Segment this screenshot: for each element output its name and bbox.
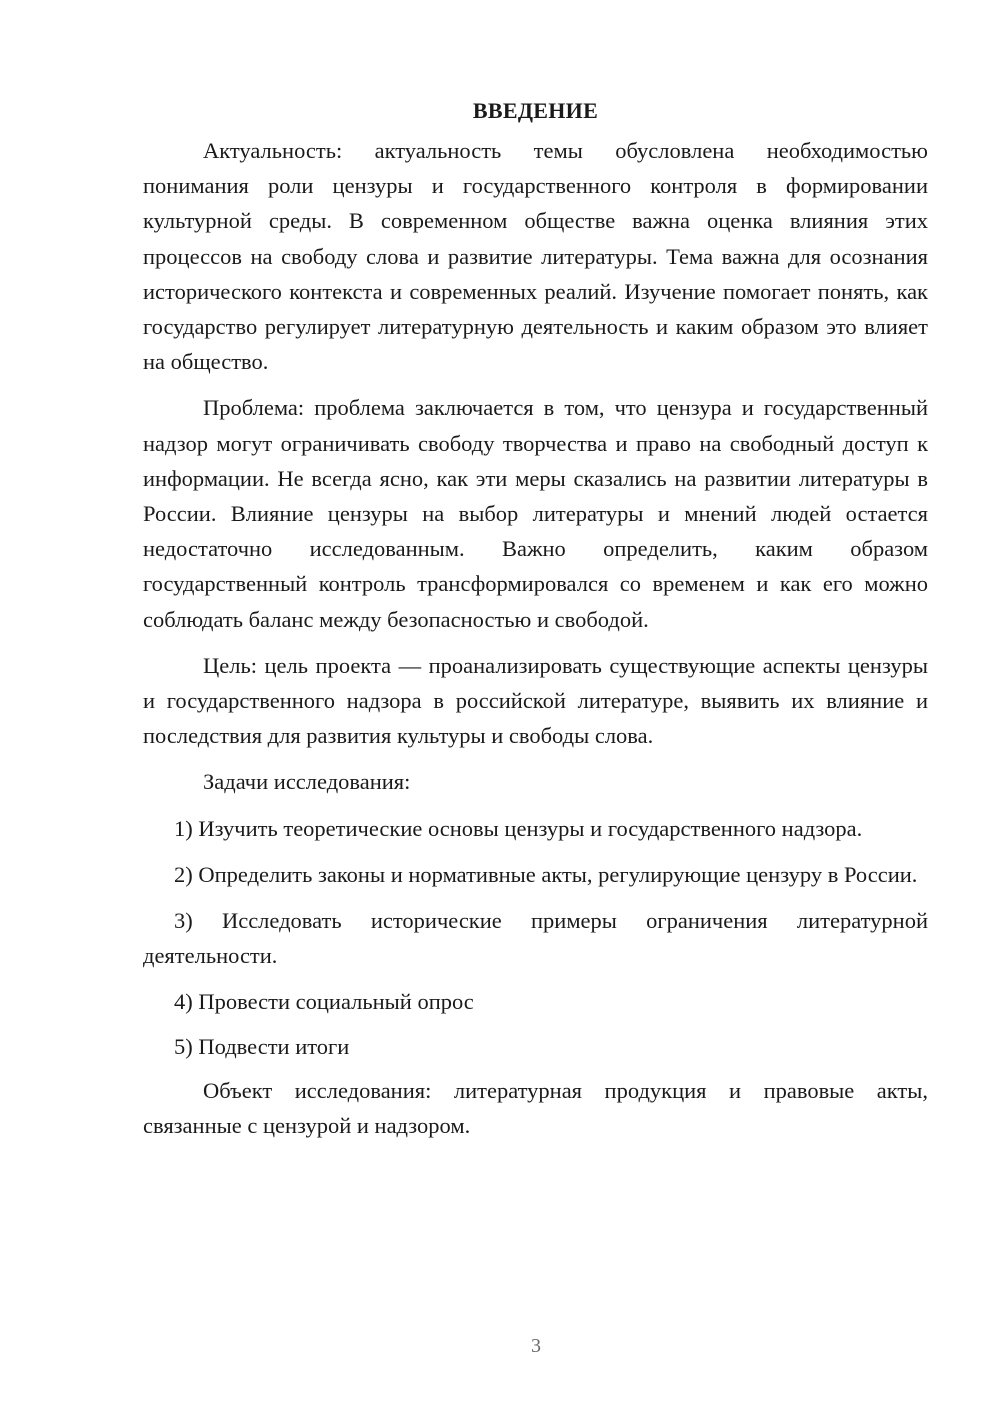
object-paragraph: Объект исследования: литературная продукция и правовые акты, связанные с цензурой и надзором.	[143, 1077, 928, 1139]
goal-paragraph: Цель: цель проекта — проанализировать существующие аспекты цензуры и государственного надзора в российской литературе, выявить их влияние и последствия для развития культуры и свободы слова.	[143, 652, 928, 749]
task-item: 4) Провести социальный опрос	[174, 989, 474, 1015]
task-item: 1) Изучить теоретические основы цензуры и государственного надзора.	[174, 815, 863, 841]
problem-paragraph: Проблема: проблема заключается в том, что цензура и государственный надзор могут ограничивать свободу творчества и право на свободный доступ к информации. Не всегда ясно, как эти меры сказались на развитии литературы в России. Влияние цензуры на выбор литературы и мнений людей остается недостаточно исследованным. Важно определить, каким образом государственный контроль трансформировался со временем и как его можно соблюдать баланс между безопасностью и свободой.	[143, 395, 928, 632]
task-item: 3) Исследовать исторические примеры ограничения литературной деятельности.	[143, 908, 928, 969]
task-item: 5) Подвести итоги	[174, 1033, 350, 1059]
task-item: 2) Определить законы и нормативные акты, регулирующие цензуру в России.	[174, 861, 918, 887]
section-title: ВВЕДЕНИЕ	[472, 98, 599, 123]
tasks-heading: Задачи исследования:	[203, 769, 411, 795]
document-page	[143, 93, 928, 1154]
relevance-paragraph: Актуальность: актуальность темы обусловлена необходимостью понимания роли цензуры и государственного контроля в формировании культурной среды. В современном обществе важна оценка влияния этих процессов на свободу слова и развитие литературы. Тема важна для осознания исторического контекста и современных реалий. Изучение помогает понять, как государство регулирует литературную деятельность и каким образом это влияет на общество.	[143, 138, 928, 375]
page-number: 3	[531, 1335, 541, 1357]
